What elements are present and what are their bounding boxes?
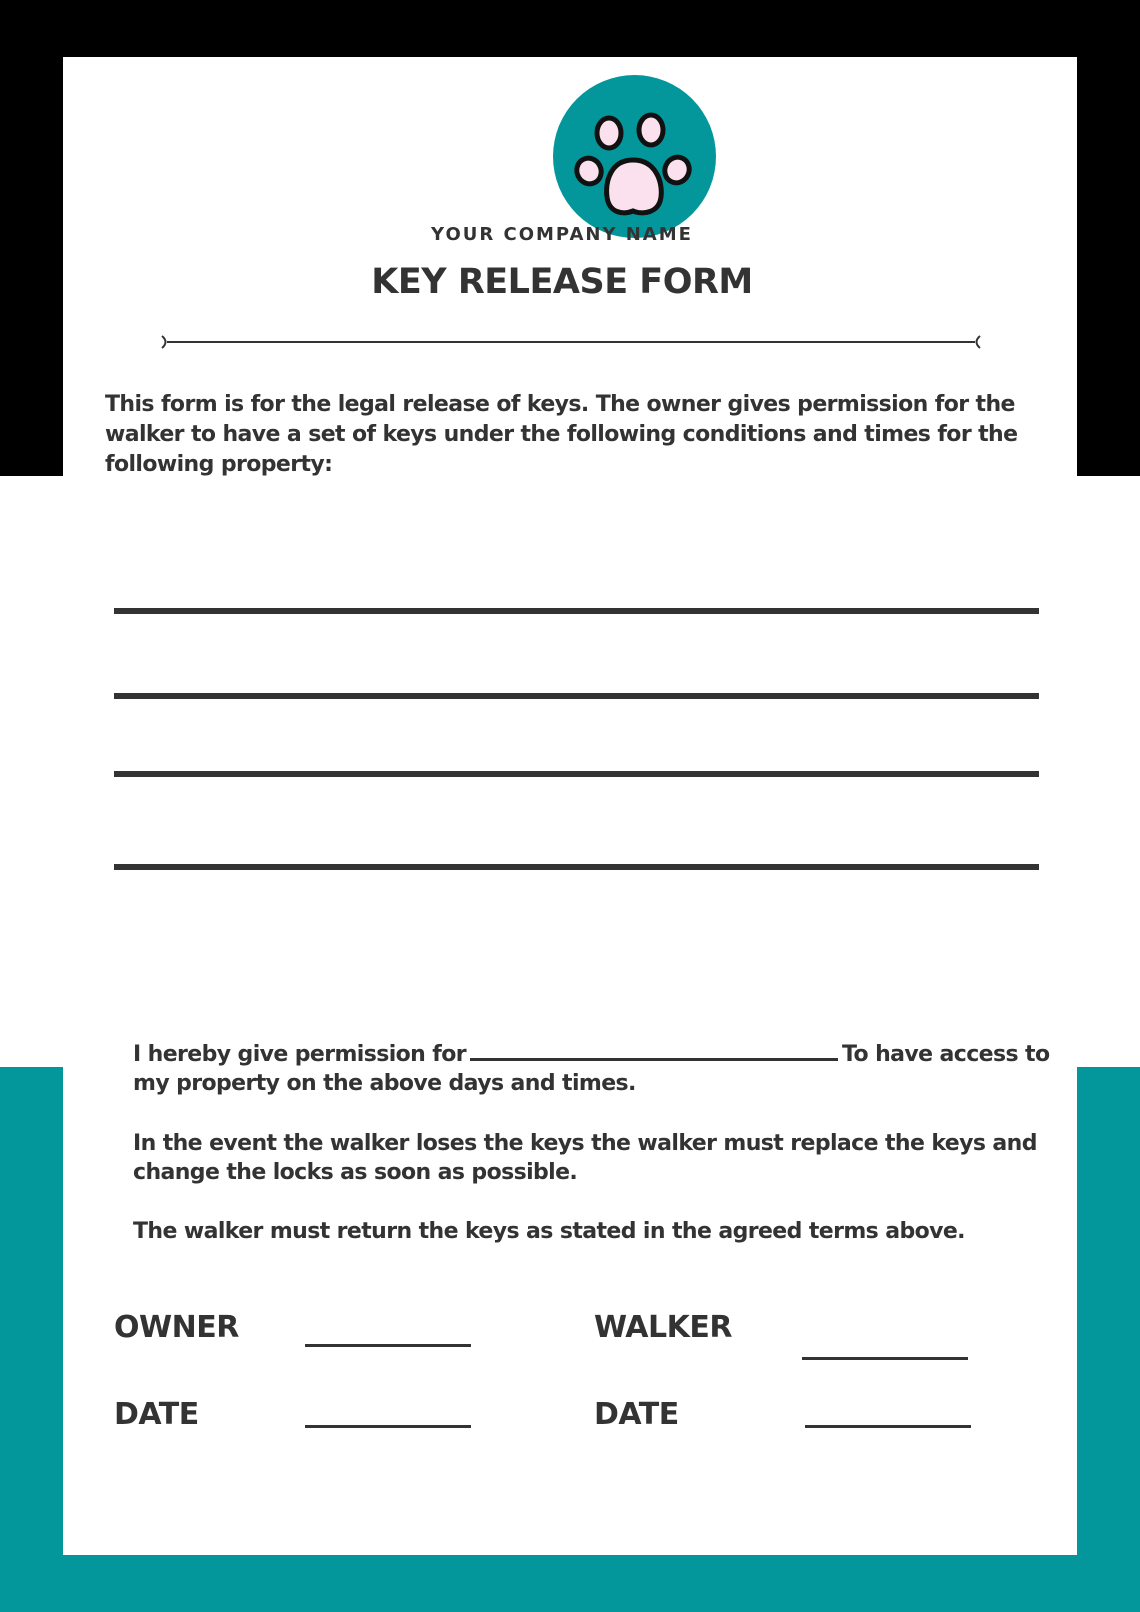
walker-signature-line[interactable] bbox=[802, 1357, 968, 1360]
permission-text-after: To have access to my property on the above days and times. bbox=[133, 1042, 1050, 1096]
walker-label: WALKER bbox=[594, 1310, 732, 1345]
owner-signature-line[interactable] bbox=[305, 1344, 471, 1347]
property-line-4[interactable] bbox=[114, 864, 1039, 870]
permission-text-before: I hereby give permission for bbox=[133, 1042, 467, 1067]
property-line-2[interactable] bbox=[114, 693, 1039, 699]
walker-name-blank[interactable] bbox=[470, 1040, 838, 1061]
owner-date-label: DATE bbox=[114, 1397, 199, 1432]
permission-statement bbox=[133, 1040, 1063, 1098]
property-line-1[interactable] bbox=[114, 608, 1039, 614]
company-name: YOUR COMPANY NAME bbox=[431, 224, 693, 245]
form-title: KEY RELEASE FORM bbox=[371, 262, 753, 302]
walker-date-label: DATE bbox=[594, 1397, 679, 1432]
intro-text: This form is for the legal release of keys. The owner gives permission for the walker to have a set of keys under the following conditions and times for the following property: bbox=[105, 392, 1018, 477]
walker-date-line[interactable] bbox=[805, 1425, 971, 1428]
loss-clause: In the event the walker loses the keys the walker must replace the keys and change the locks as soon as possible. bbox=[133, 1131, 1037, 1185]
decorative-divider bbox=[160, 335, 982, 349]
owner-label: OWNER bbox=[114, 1310, 239, 1345]
owner-date-line[interactable] bbox=[305, 1425, 471, 1428]
paw-print-icon bbox=[571, 93, 698, 220]
return-clause: The walker must return the keys as stated in the agreed terms above. bbox=[133, 1219, 965, 1244]
logo-badge bbox=[553, 75, 716, 238]
property-line-3[interactable] bbox=[114, 771, 1039, 777]
